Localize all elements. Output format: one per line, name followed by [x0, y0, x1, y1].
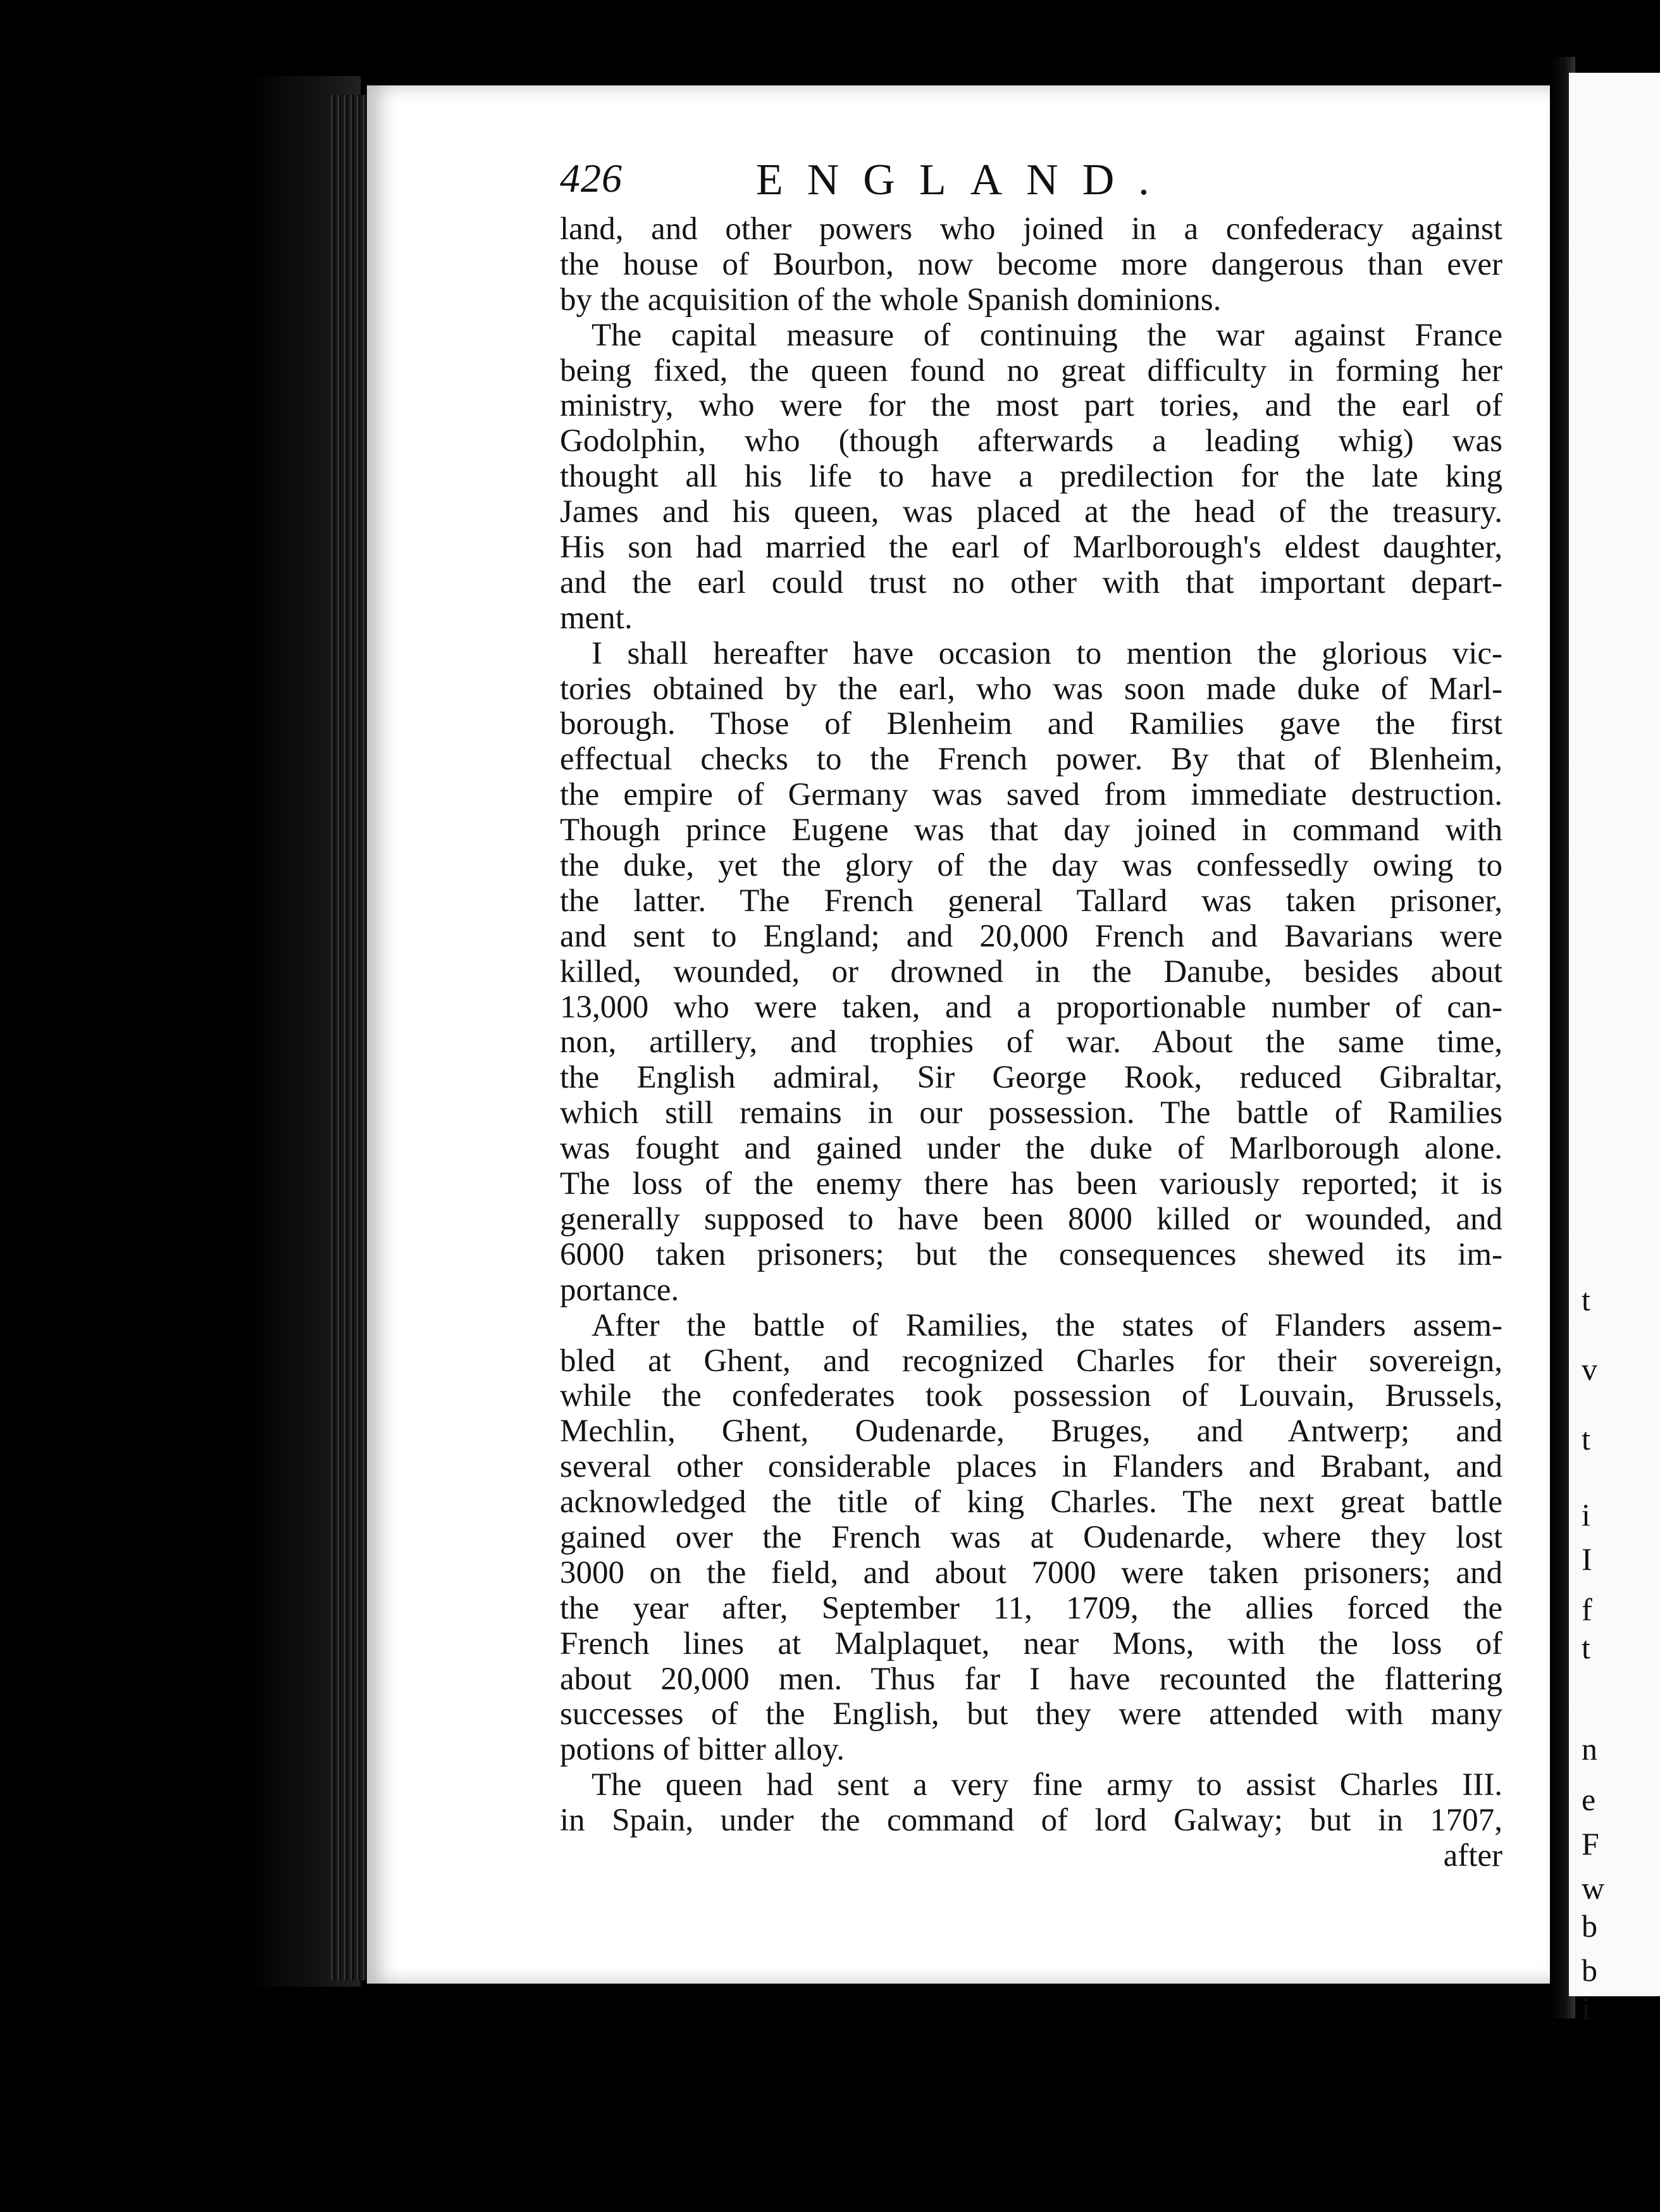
facing-page-fragment: b: [1582, 1908, 1597, 1944]
text-line: land, and other powers who joined in a confederacy against: [560, 211, 1502, 247]
text-line: Mechlin, Ghent, Oudenarde, Bruges, and Antwerp; and: [560, 1414, 1502, 1450]
text-line: James and his queen, was placed at the head of the treasury.: [560, 494, 1502, 530]
text-line: 3000 on the field, and about 7000 were taken prisoners; and: [560, 1555, 1502, 1591]
text-line: potions of bitter alloy.: [560, 1732, 845, 1768]
text-line: the year after, September 11, 1709, the allies forced the: [560, 1590, 1502, 1626]
text-line: I shall hereafter have occasion to mention the glorious vic-: [592, 635, 1502, 671]
text-line: about 20,000 men. Thus far I have recounted the flattering: [560, 1661, 1502, 1697]
text-line: Though prince Eugene was that day joined in command with: [560, 812, 1502, 848]
text-line: which still remains in our possession. The battle of Ramilies: [560, 1095, 1502, 1131]
text-line: effectual checks to the French power. By that of Blenheim,: [560, 742, 1502, 778]
page-edges: [329, 95, 367, 1980]
facing-page-fragment: t: [1582, 1630, 1590, 1665]
text-line: 13,000 who were taken, and a proportionable number of can-: [560, 989, 1502, 1025]
text-line: French lines at Malplaquet, near Mons, with the loss of: [560, 1625, 1502, 1662]
facing-page-fragment: n: [1582, 1731, 1597, 1767]
text-line: tories obtained by the earl, who was soon made duke of Marl-: [560, 671, 1502, 707]
facing-page-fragment: e: [1582, 1782, 1596, 1817]
text-line: non, artillery, and trophies of war. About the same time,: [560, 1024, 1502, 1060]
text-line: gained over the French was at Oudenarde, where they lost: [560, 1519, 1502, 1555]
paragraph: [560, 318, 1502, 637]
text-line: several other considerable places in Flanders and Brabant, and: [560, 1449, 1502, 1485]
text-line: and sent to England; and 20,000 French and Bavarians were: [560, 918, 1502, 954]
paragraph: [560, 212, 1502, 318]
text-line: being fixed, the queen found no great difficulty in forming her: [560, 352, 1502, 388]
facing-page-fragment: f: [1582, 1592, 1592, 1627]
running-head: ENGLAND.: [756, 156, 1174, 204]
text-line: the duke, yet the glory of the day was confessedly owing to: [560, 848, 1502, 884]
text-line: The capital measure of continuing the war against France: [592, 317, 1502, 353]
text-line: acknowledged the title of king Charles. The next great battle: [560, 1484, 1502, 1520]
text-line: 6000 taken prisoners; but the consequences shewed its im-: [560, 1236, 1502, 1272]
facing-page-fragment: b: [1582, 1953, 1597, 1988]
text-line: and the earl could trust no other with that important depart-: [560, 564, 1502, 600]
page-number: 426: [560, 156, 622, 201]
text-line: the latter. The French general Tallard was taken prisoner,: [560, 883, 1502, 919]
page-header: [560, 155, 1357, 212]
paragraph: [560, 637, 1502, 1308]
facing-page-fragment: t: [1582, 1421, 1590, 1457]
text-line: His son had married the earl of Marlborough's eldest daughter,: [560, 530, 1502, 566]
text-line: The loss of the enemy there has been variously reported; it is: [560, 1166, 1502, 1202]
paragraph: [560, 1308, 1502, 1768]
text-line: generally supposed to have been 8000 killed or wounded, and: [560, 1201, 1502, 1237]
catchword: after: [1443, 1837, 1502, 1873]
text-line: ministry, who were for the most part tories, and the earl of: [560, 388, 1502, 424]
facing-page-fragment: v: [1582, 1351, 1597, 1387]
text-line: the house of Bourbon, now become more dangerous than ever: [560, 246, 1502, 282]
body-text: [560, 212, 1502, 1874]
facing-page-fragment: i: [1582, 1497, 1590, 1532]
text-line: killed, wounded, or drowned in the Danube, besides about: [560, 954, 1502, 990]
text-line: the empire of Germany was saved from immediate destruction.: [560, 777, 1502, 813]
facing-page-fragment: i: [1582, 1991, 1590, 2026]
text-line: The queen had sent a very fine army to assist Charles III.: [592, 1767, 1502, 1803]
text-line: the English admiral, Sir George Rook, reduced Gibraltar,: [560, 1060, 1502, 1096]
facing-page-fragment: I: [1582, 1541, 1592, 1577]
text-line: in Spain, under the command of lord Galway; but in 1707,: [560, 1803, 1502, 1839]
text-line: bled at Ghent, and recognized Charles for their sovereign,: [560, 1343, 1502, 1379]
facing-page-fragment: w: [1582, 1870, 1605, 1906]
text-line: ment.: [560, 600, 633, 636]
text-line: portance.: [560, 1272, 679, 1308]
text-line: borough. Those of Blenheim and Ramilies gave the first: [560, 706, 1502, 742]
facing-page: [1569, 73, 1660, 2026]
text-line: was fought and gained under the duke of Marlborough alone.: [560, 1131, 1502, 1167]
text-line: Godolphin, who (though afterwards a leading whig) was: [560, 423, 1502, 459]
text-line: successes of the English, but they were attended with many: [560, 1696, 1502, 1732]
facing-page-fragment: t: [1582, 1282, 1590, 1317]
text-line: thought all his life to have a predilection for the late king: [560, 459, 1502, 495]
text-line: by the acquisition of the whole Spanish dominions.: [560, 282, 1222, 318]
paragraph: [560, 1768, 1502, 1839]
facing-page-fragment: F: [1582, 1826, 1599, 1861]
text-line: while the confederates took possession of Louvain, Brussels,: [560, 1378, 1502, 1414]
text-line: After the battle of Ramilies, the states of Flanders assem-: [592, 1307, 1502, 1343]
